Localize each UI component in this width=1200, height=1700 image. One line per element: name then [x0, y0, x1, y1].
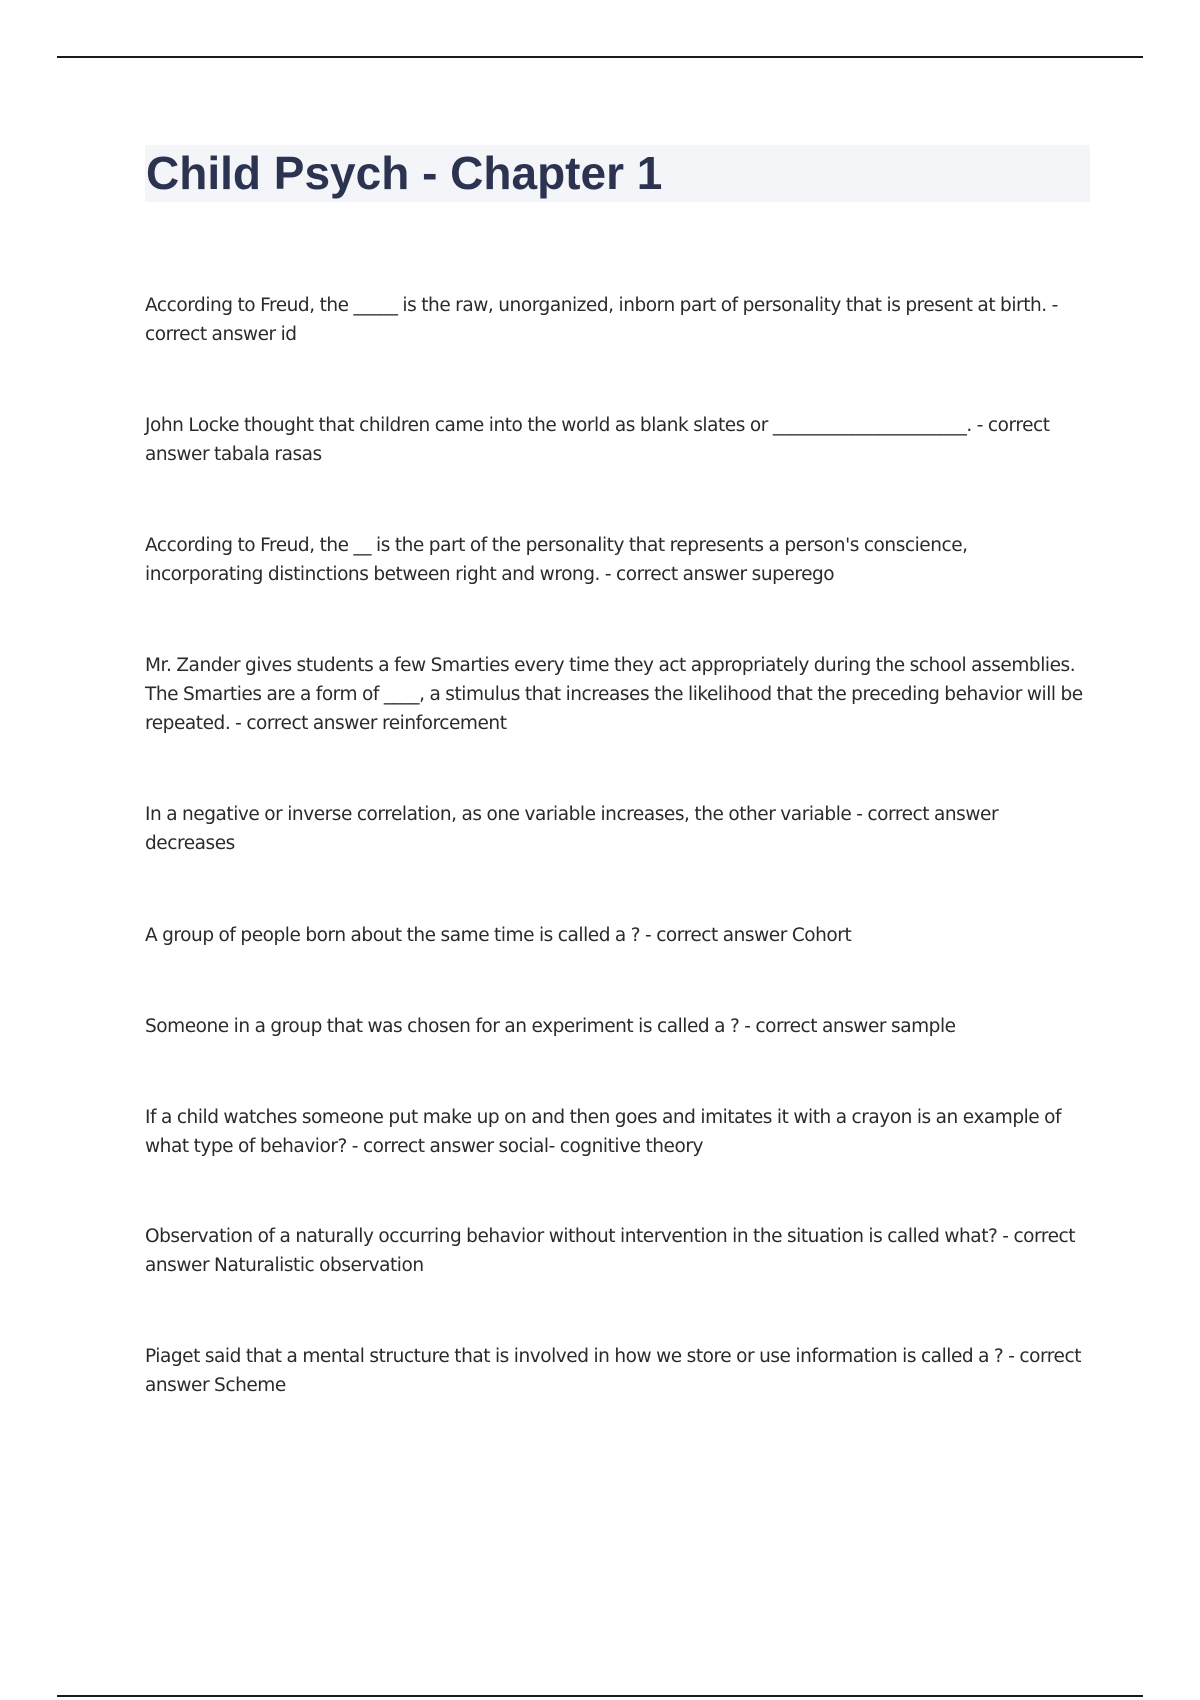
qa-item-6: A group of people born about the same time is called a ? - correct answer Cohort [145, 925, 852, 946]
qa-item-9: Observation of a naturally occurring behavior without intervention in the situation is called what? - correct answer Naturalistic observation [145, 1226, 1076, 1276]
qa-item-5: In a negative or inverse correlation, as one variable increases, the other variable - correct answer decreases [145, 804, 999, 854]
qa-item-1: According to Freud, the _____ is the raw, unorganized, inborn part of personality that is present at birth. - correct answer id [145, 295, 1058, 345]
qa-item-8: If a child watches someone put make up on and then goes and imitates it with a crayon is an example of what type of behavior? - correct answer social- cognitive theory [145, 1107, 1062, 1157]
qa-item-4: Mr. Zander gives students a few Smarties every time they act appropriately during the school assemblies. The Smarties are a form of ____, a stimulus that increases the likelihood that the preceding behavior will be repeated. - correct answer reinforcement [145, 655, 1083, 734]
footer-rule [57, 1695, 1143, 1697]
qa-item-7: Someone in a group that was chosen for an experiment is called a ? - correct answer sample [145, 1016, 956, 1037]
qa-item-2: John Locke thought that children came into the world as blank slates or ______________________. - correct answer tabala rasas [145, 415, 1050, 465]
header-rule [57, 56, 1143, 58]
page-title: Child Psych - Chapter 1 [146, 147, 663, 199]
qa-item-10: Piaget said that a mental structure that is involved in how we store or use information is called a ? - correct answer Scheme [145, 1346, 1082, 1396]
qa-item-3: According to Freud, the __ is the part of the personality that represents a person's conscience, incorporating distinctions between right and wrong. - correct answer superego [145, 535, 968, 585]
